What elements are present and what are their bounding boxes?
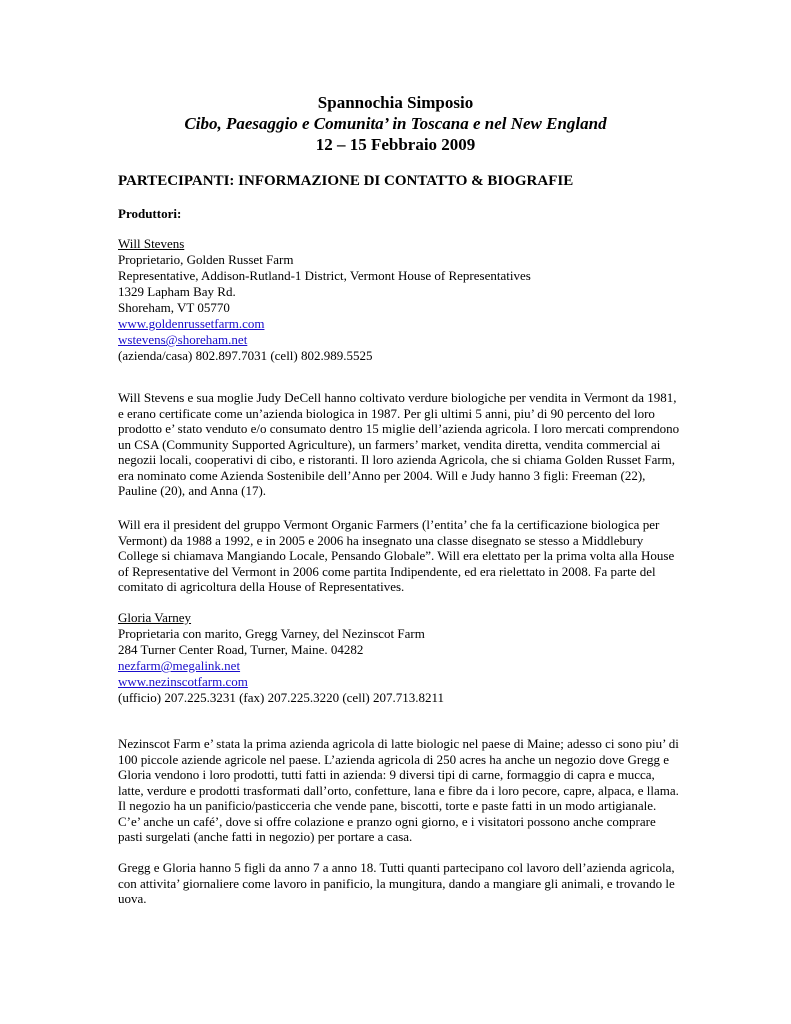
section-heading: PARTECIPANTI: INFORMAZIONE DI CONTATTO & BIOGRAFIE [118, 173, 574, 189]
contact-line: Shoreham, VT 05770 [118, 300, 230, 315]
title-block [0, 92, 791, 155]
document-subtitle: Cibo, Paesaggio e Comunita’ in Toscana e nel New England [184, 114, 607, 133]
contact-line: Proprietaria con marito, Gregg Varney, del Nezinscot Farm [118, 626, 425, 641]
phone-numbers: (ufficio) 207.225.3231 (fax) 207.225.3220 (cell) 207.713.8211 [118, 690, 445, 705]
participant-name: Will Stevens [118, 236, 185, 251]
participant-contact-will-stevens [118, 236, 688, 364]
website-link[interactable]: www.nezinscotfarm.com [118, 674, 248, 689]
email-link[interactable]: wstevens@shoreham.net [118, 332, 248, 347]
biography-paragraph: Gregg e Gloria hanno 5 figli da anno 7 a anno 18. Tutti quanti partecipano col lavoro dell’azienda agricola, con attivita’ giornaliere come lavoro in panificio, la mungitura, dando a mangiare gli animali, e trovando le uova. [118, 860, 675, 906]
website-link[interactable]: www.goldenrussetfarm.com [118, 316, 265, 331]
document-title: Spannochia Simposio [317, 93, 474, 112]
email-link[interactable]: nezfarm@megalink.net [118, 658, 241, 673]
event-dates: 12 – 15 Febbraio 2009 [315, 135, 476, 154]
contact-line: Representative, Addison-Rutland-1 District, Vermont House of Representatives [118, 268, 531, 283]
biography-paragraph: Will era il president del gruppo Vermont Organic Farmers (l’entita’ che fa la certificazione biologica per Vermont) da 1988 a 1992, e in 2005 e 2006 ha insegnato una classe disegnato se stesso a Middlebury College si chiamava Mangiando Locale, Pensando Globale”. Will era elettato per la prima volta alla House of Representative del Vermont in 2006 come partita Indipendente, ed era rielettato in 2008. Fa parte del comitato di agricoltura della House of Representatives. [118, 517, 675, 594]
category-label: Produttori: [118, 206, 182, 221]
phone-numbers: (azienda/casa) 802.897.7031 (cell) 802.989.5525 [118, 348, 373, 363]
contact-line: 1329 Lapham Bay Rd. [118, 284, 236, 299]
contact-line: 284 Turner Center Road, Turner, Maine. 04282 [118, 642, 364, 657]
biography-paragraph: Nezinscot Farm e’ stata la prima azienda agricola di latte biologic nel paese di Maine; adesso ci sono piu’ di 100 piccole aziende agricole nel paese. L’azienda agricola di 250 acres ha anche un negozio dove Gregg e Gloria vendono i loro prodotti, tutti fatti in azienda: 9 diversi tipi di carne, formaggio di capra e mucca, latte, verdure e prodotti trasformati dall’orto, confetture, lana e fibre da i loro pecore, capre, alpaca, e llama. Il negozio ha un panificio/pasticceria che vende pane, biscotti, torte e paste fatti in un modo artigianale. C’e’ anche un café’, dove si offre colazione e pranzo ogni giorno, e i visitatori possono anche comprare pasti surgelati (anche fatti in negozio) per portare a casa. [118, 736, 679, 844]
contact-line: Proprietario, Golden Russet Farm [118, 252, 294, 267]
participant-name: Gloria Varney [118, 610, 192, 625]
participant-contact-gloria-varney [118, 610, 688, 706]
biography-paragraph: Will Stevens e sua moglie Judy DeCell hanno coltivato verdure biologiche per vendita in Vermont da 1981, e erano certificate come un’azienda biologica in 1987. Per gli ultimi 5 anni, piu’ di 90 percento del loro prodotto e’ stato venduto e/o consumato dentro 15 miglie dell’azienda agricola. I loro mercati comprendono un CSA (Community Supported Agriculture), un farmers’ market, vendita diretta, vendita commercial ai negozii locali, cooperativi di cibo, e ristoranti. Il loro azienda Agricola, che si chiama Golden Russet Farm, era nominato come Azienda Sostenibile dell’Anno per 2004. Will e Judy hanno 3 figli: Freeman (22), Pauline (20), and Anna (17). [118, 390, 680, 498]
